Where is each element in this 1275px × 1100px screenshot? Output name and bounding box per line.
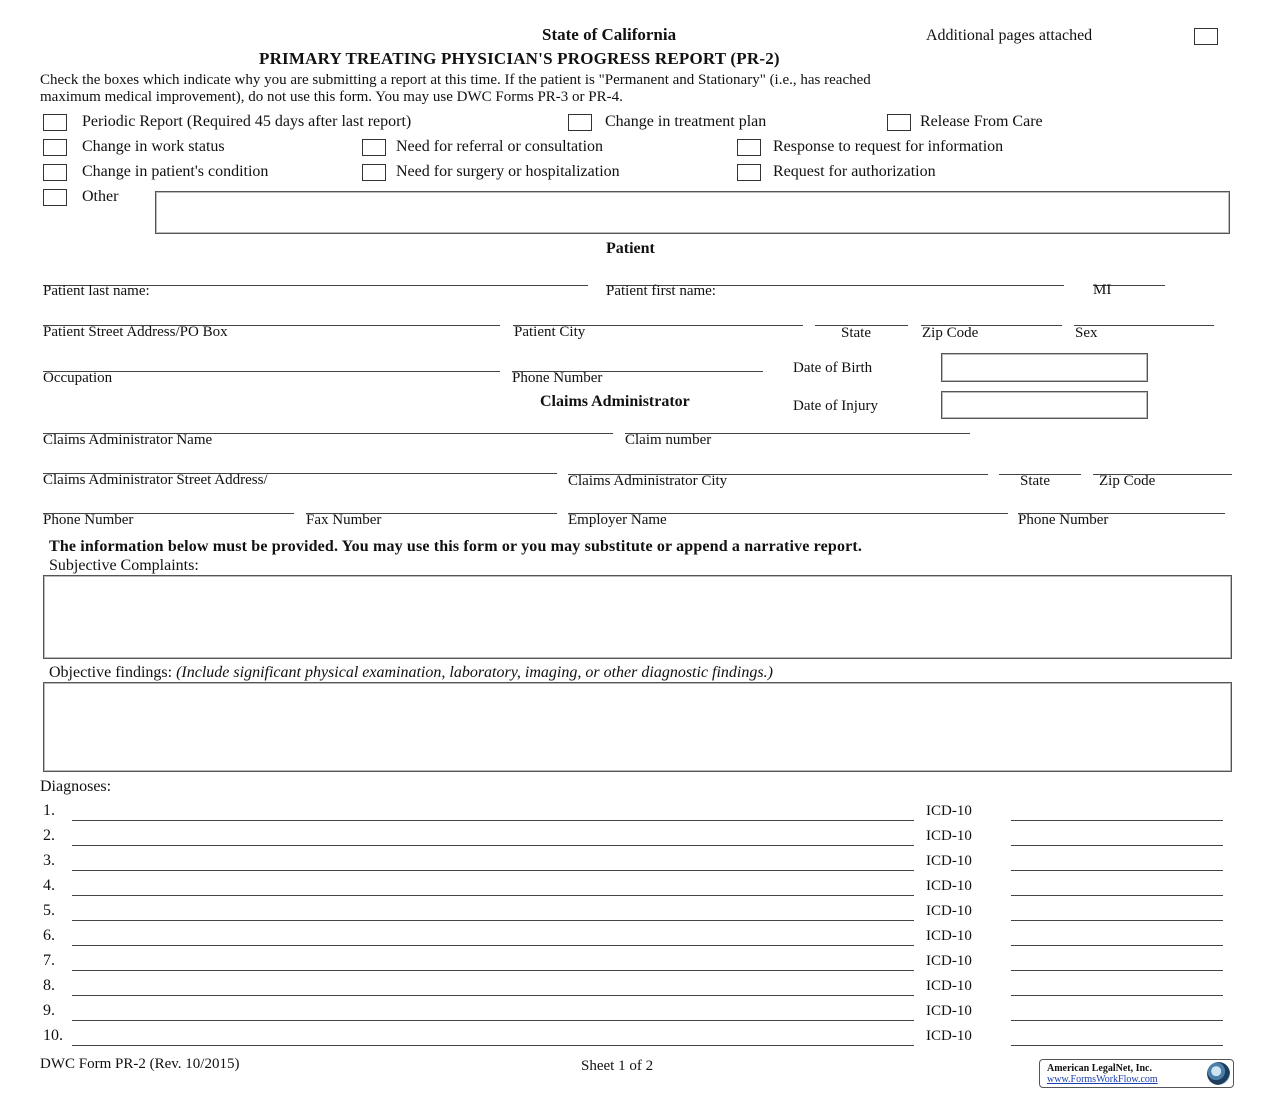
icd-code-field[interactable] bbox=[1011, 970, 1223, 971]
info-notice: The information below must be provided. You may use this form or you may substitute or append a narrative report. bbox=[49, 538, 862, 555]
diagnosis-number: 6. bbox=[43, 927, 55, 944]
fax-label: Fax Number bbox=[306, 512, 382, 528]
other-label: Other bbox=[82, 188, 119, 205]
subjective-label: Subjective Complaints: bbox=[49, 557, 199, 574]
icd-label: ICD-10 bbox=[926, 828, 972, 844]
additional-pages-checkbox[interactable] bbox=[1194, 28, 1218, 45]
occupation-label: Occupation bbox=[43, 370, 113, 386]
diagnosis-number: 2. bbox=[43, 827, 55, 844]
treatment-plan-label: Change in treatment plan bbox=[605, 113, 767, 130]
diagnosis-field[interactable] bbox=[72, 1045, 914, 1046]
diagnosis-field[interactable] bbox=[72, 920, 914, 921]
authorization-label: Request for authorization bbox=[773, 163, 936, 180]
employer-name-label: Employer Name bbox=[568, 512, 667, 528]
diagnosis-field[interactable] bbox=[72, 870, 914, 871]
claims-admin-name-label: Claims Administrator Name bbox=[43, 432, 213, 448]
objective-heading bbox=[49, 664, 773, 682]
icd-label: ICD-10 bbox=[926, 878, 972, 894]
diagnosis-number: 9. bbox=[43, 1002, 55, 1019]
patient-last-name-label: Patient last name: bbox=[43, 283, 150, 299]
objective-field[interactable] bbox=[43, 682, 1232, 772]
other-text-field[interactable] bbox=[155, 191, 1230, 234]
objective-label: Objective findings: bbox=[49, 664, 177, 681]
patient-sex-label: Sex bbox=[1075, 325, 1098, 341]
response-label: Response to request for information bbox=[773, 138, 1004, 155]
diagnosis-field[interactable] bbox=[72, 845, 914, 846]
claim-number-label: Claim number bbox=[625, 432, 712, 448]
employer-phone-label: Phone Number bbox=[1018, 512, 1109, 528]
diagnosis-field[interactable] bbox=[72, 995, 914, 996]
diagnosis-number: 7. bbox=[43, 952, 55, 969]
icd-code-field[interactable] bbox=[1011, 945, 1223, 946]
response-checkbox[interactable] bbox=[737, 139, 761, 156]
claims-admin-state-label: State bbox=[1020, 473, 1050, 489]
dob-label: Date of Birth bbox=[793, 360, 873, 376]
referral-checkbox[interactable] bbox=[362, 139, 386, 156]
claims-phone-label: Phone Number bbox=[43, 512, 134, 528]
diagnosis-number: 3. bbox=[43, 852, 55, 869]
icd-label: ICD-10 bbox=[926, 978, 972, 994]
condition-label: Change in patient's condition bbox=[82, 163, 269, 180]
surgery-checkbox[interactable] bbox=[362, 164, 386, 181]
claims-admin-city-label: Claims Administrator City bbox=[568, 473, 728, 489]
claims-heading: Claims Administrator bbox=[540, 393, 690, 410]
release-label: Release From Care bbox=[920, 113, 1043, 130]
icd-label: ICD-10 bbox=[926, 1003, 972, 1019]
periodic-report-checkbox[interactable] bbox=[43, 114, 67, 131]
american-legalnet-logo bbox=[1039, 1059, 1234, 1088]
diagnosis-number: 8. bbox=[43, 977, 55, 994]
instructions-line2: maximum medical improvement), do not use this form. You may use DWC Forms PR-3 or PR-4. bbox=[40, 89, 623, 105]
diagnosis-field[interactable] bbox=[72, 945, 914, 946]
icd-code-field[interactable] bbox=[1011, 820, 1223, 821]
icd-label: ICD-10 bbox=[926, 853, 972, 869]
icd-code-field[interactable] bbox=[1011, 870, 1223, 871]
state-title: State of California bbox=[542, 25, 677, 44]
logo-url-link[interactable]: www.FormsWorkFlow.com bbox=[1047, 1074, 1158, 1085]
icd-code-field[interactable] bbox=[1011, 995, 1223, 996]
periodic-report-label: Periodic Report (Required 45 days after last report) bbox=[82, 113, 412, 130]
claims-admin-zip-label: Zip Code bbox=[1099, 473, 1156, 489]
patient-first-name-label: Patient first name: bbox=[606, 283, 716, 299]
objective-note: (Include significant physical examination, laboratory, imaging, or other diagnostic findings.) bbox=[176, 664, 773, 681]
other-checkbox[interactable] bbox=[43, 189, 67, 206]
surgery-label: Need for surgery or hospitalization bbox=[396, 163, 620, 180]
icd-code-field[interactable] bbox=[1011, 1045, 1223, 1046]
authorization-checkbox[interactable] bbox=[737, 164, 761, 181]
logo-company: American LegalNet, Inc. bbox=[1047, 1063, 1152, 1074]
diagnosis-field[interactable] bbox=[72, 895, 914, 896]
condition-checkbox[interactable] bbox=[43, 164, 67, 181]
additional-pages-label: Additional pages attached bbox=[926, 27, 1093, 44]
icd-code-field[interactable] bbox=[1011, 920, 1223, 921]
doi-label: Date of Injury bbox=[793, 398, 878, 414]
treatment-plan-checkbox[interactable] bbox=[568, 114, 592, 131]
diagnosis-number: 10. bbox=[43, 1027, 63, 1044]
diagnosis-number: 4. bbox=[43, 877, 55, 894]
dob-field[interactable] bbox=[941, 353, 1148, 382]
icd-code-field[interactable] bbox=[1011, 845, 1223, 846]
legalnet-seal-icon bbox=[1207, 1062, 1230, 1085]
patient-mi-label: MI bbox=[1093, 282, 1112, 298]
release-checkbox[interactable] bbox=[887, 114, 911, 131]
work-status-checkbox[interactable] bbox=[43, 139, 67, 156]
patient-city-label: Patient City bbox=[514, 324, 586, 340]
patient-street-label: Patient Street Address/PO Box bbox=[43, 324, 228, 340]
diagnoses-label: Diagnoses: bbox=[40, 778, 112, 795]
form-title: PRIMARY TREATING PHYSICIAN'S PROGRESS REPORT (PR-2) bbox=[259, 49, 780, 68]
claims-admin-street-label: Claims Administrator Street Address/ bbox=[43, 472, 268, 488]
icd-label: ICD-10 bbox=[926, 903, 972, 919]
icd-label: ICD-10 bbox=[926, 1028, 972, 1044]
icd-code-field[interactable] bbox=[1011, 895, 1223, 896]
diagnosis-field[interactable] bbox=[72, 820, 914, 821]
form-id: DWC Form PR-2 (Rev. 10/2015) bbox=[40, 1056, 240, 1072]
diagnosis-field[interactable] bbox=[72, 970, 914, 971]
sheet-number: Sheet 1 of 2 bbox=[581, 1058, 654, 1074]
referral-label: Need for referral or consultation bbox=[396, 138, 604, 155]
icd-label: ICD-10 bbox=[926, 953, 972, 969]
instructions-line1: Check the boxes which indicate why you are submitting a report at this time. If the patient is "Permanent and Stationary" (i.e., has reached bbox=[40, 72, 871, 88]
patient-zip-label: Zip Code bbox=[922, 325, 979, 341]
icd-label: ICD-10 bbox=[926, 803, 972, 819]
icd-code-field[interactable] bbox=[1011, 1020, 1223, 1021]
patient-state-label: State bbox=[841, 325, 871, 341]
doi-field[interactable] bbox=[941, 391, 1148, 419]
subjective-field[interactable] bbox=[43, 575, 1232, 659]
diagnosis-field[interactable] bbox=[72, 1020, 914, 1021]
icd-label: ICD-10 bbox=[926, 928, 972, 944]
patient-heading: Patient bbox=[606, 240, 655, 257]
work-status-label: Change in work status bbox=[82, 138, 225, 155]
diagnosis-number: 5. bbox=[43, 902, 55, 919]
diagnosis-number: 1. bbox=[43, 802, 55, 819]
patient-phone-label: Phone Number bbox=[512, 370, 603, 386]
